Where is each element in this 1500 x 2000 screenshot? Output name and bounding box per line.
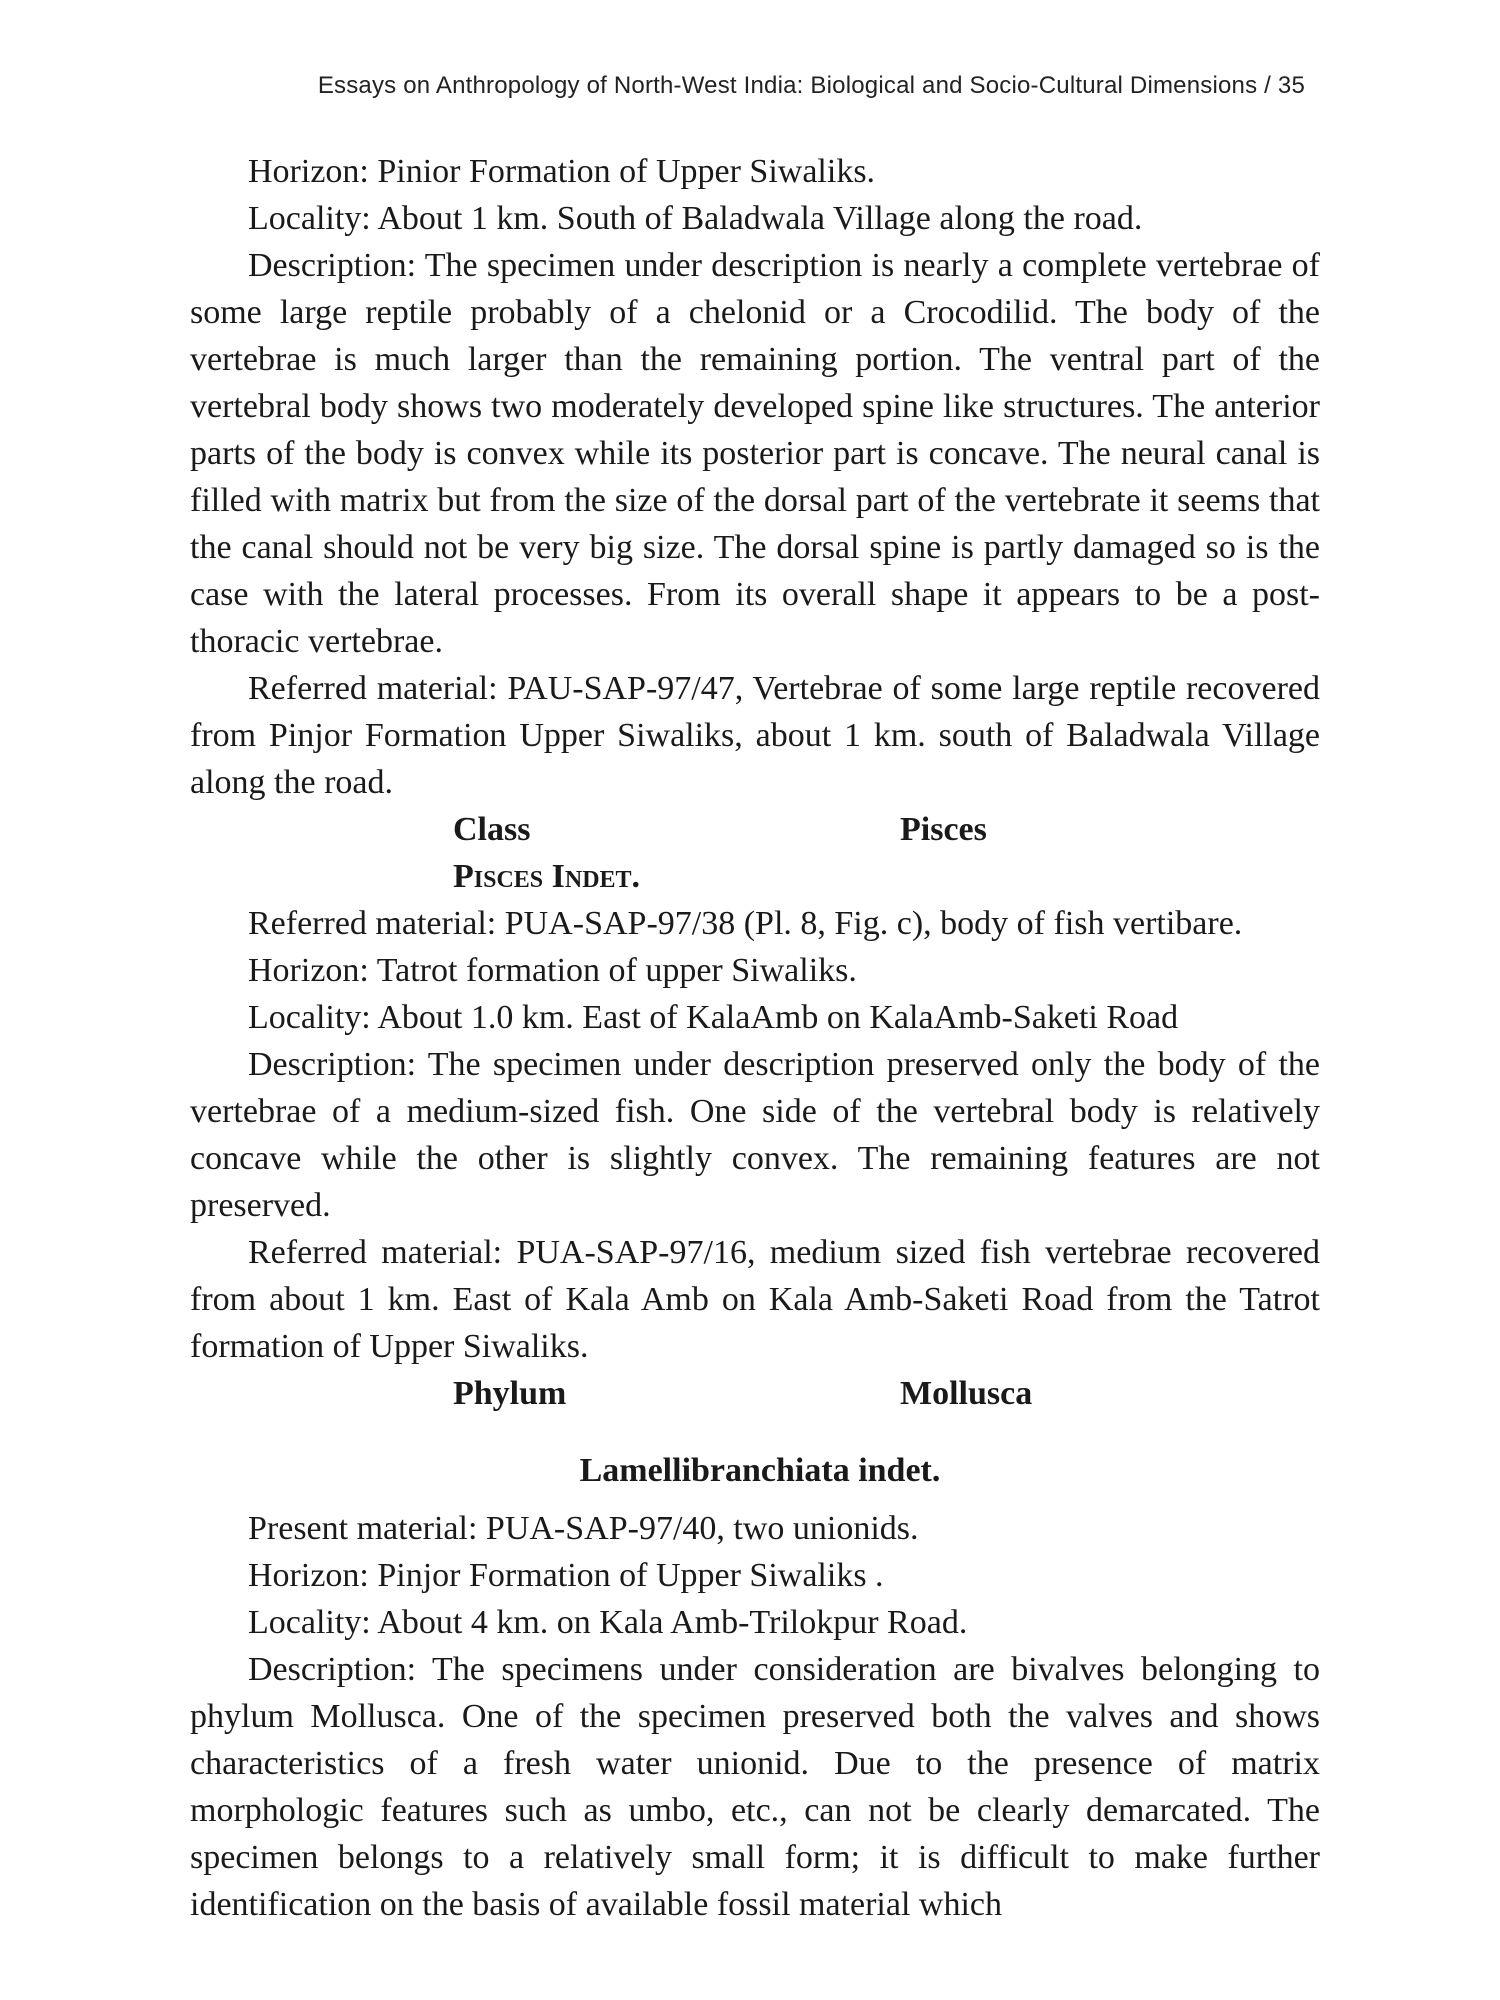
pisces-indet-title: Pisces Indet. <box>453 858 641 895</box>
description-paragraph: Description: The specimen under description preserved only the body of the vertebrae of a medium-sized fish. One side of the vertebral body is relatively concave while the other is slightly convex. The remaining features are not preserved. <box>190 1046 1320 1224</box>
locality-line: Locality: About 1.0 km. East of KalaAmb on KalaAmb-Saketi Road <box>248 999 1179 1036</box>
referred-material-paragraph: Referred material: PUA-SAP-97/16, medium sized fish vertebrae recovered from about 1 km. East of Kala Amb on Kala Amb-Saketi Road from the Tatrot formation of Upper Siwaliks. <box>190 1234 1320 1365</box>
lamellibranchiata-title: Lamellibranchiata indet. <box>579 1452 941 1489</box>
referred-material-paragraph: Referred material: PAU-SAP-97/47, Vertebrae of some large reptile recovered from Pinjor Formation Upper Siwaliks, about 1 km. south of Baladwala Village along the road. <box>190 670 1320 801</box>
class-heading <box>190 806 1320 853</box>
horizon-line: Horizon: Pinjor Formation of Upper Siwaliks . <box>248 1557 884 1594</box>
description-paragraph: Description: The specimen under description is nearly a complete vertebrae of some large reptile probably of a chelonid or a Crocodilid. The body of the vertebrae is much larger than the remaining portion. The ventral part of the vertebral body shows two moderately developed spine like structures. The anterior parts of the body is convex while its posterior part is concave. The neural canal is filled with matrix but from the size of the dorsal part of the vertebrate it seems that the canal should not be very big size. The dorsal spine is partly damaged so is the case with the lateral processes. From its overall shape it appears to be a post-thoracic vertebrae. <box>190 247 1320 660</box>
present-material-line: Present material: PUA-SAP-97/40, two unionids. <box>248 1510 919 1547</box>
spacer <box>190 1417 1320 1447</box>
horizon-line: Horizon: Pinior Formation of Upper Siwaliks. <box>248 153 876 190</box>
running-head: Essays on Anthropology of North-West India: Biological and Socio-Cultural Dimensions / 35 <box>317 72 1305 99</box>
horizon-line: Horizon: Tatrot formation of upper Siwaliks. <box>248 952 857 989</box>
phylum-label: Phylum <box>453 1375 567 1412</box>
locality-line: Locality: About 1 km. South of Baladwala Village along the road. <box>248 200 1143 237</box>
class-label: Class <box>453 811 531 848</box>
phylum-value: Mollusca <box>900 1375 1033 1412</box>
phylum-heading <box>190 1370 1320 1417</box>
description-paragraph: Description: The specimens under consideration are bivalves belonging to phylum Mollusca. One of the specimen preserved both the valves and shows characteristics of a fresh water unionid. Due to the presence of matrix morphologic features such as umbo, etc., can not be clearly demarcated. The specimen belongs to a relatively small form; it is difficult to make further identification on the basis of available fossil material which <box>190 1651 1320 1923</box>
class-value: Pisces <box>900 811 987 848</box>
locality-line: Locality: About 4 km. on Kala Amb-Trilokpur Road. <box>248 1604 968 1641</box>
body-text <box>190 148 1320 1928</box>
referred-material-line: Referred material: PUA-SAP-97/38 (Pl. 8, Fig. c), body of fish vertibare. <box>248 905 1243 942</box>
